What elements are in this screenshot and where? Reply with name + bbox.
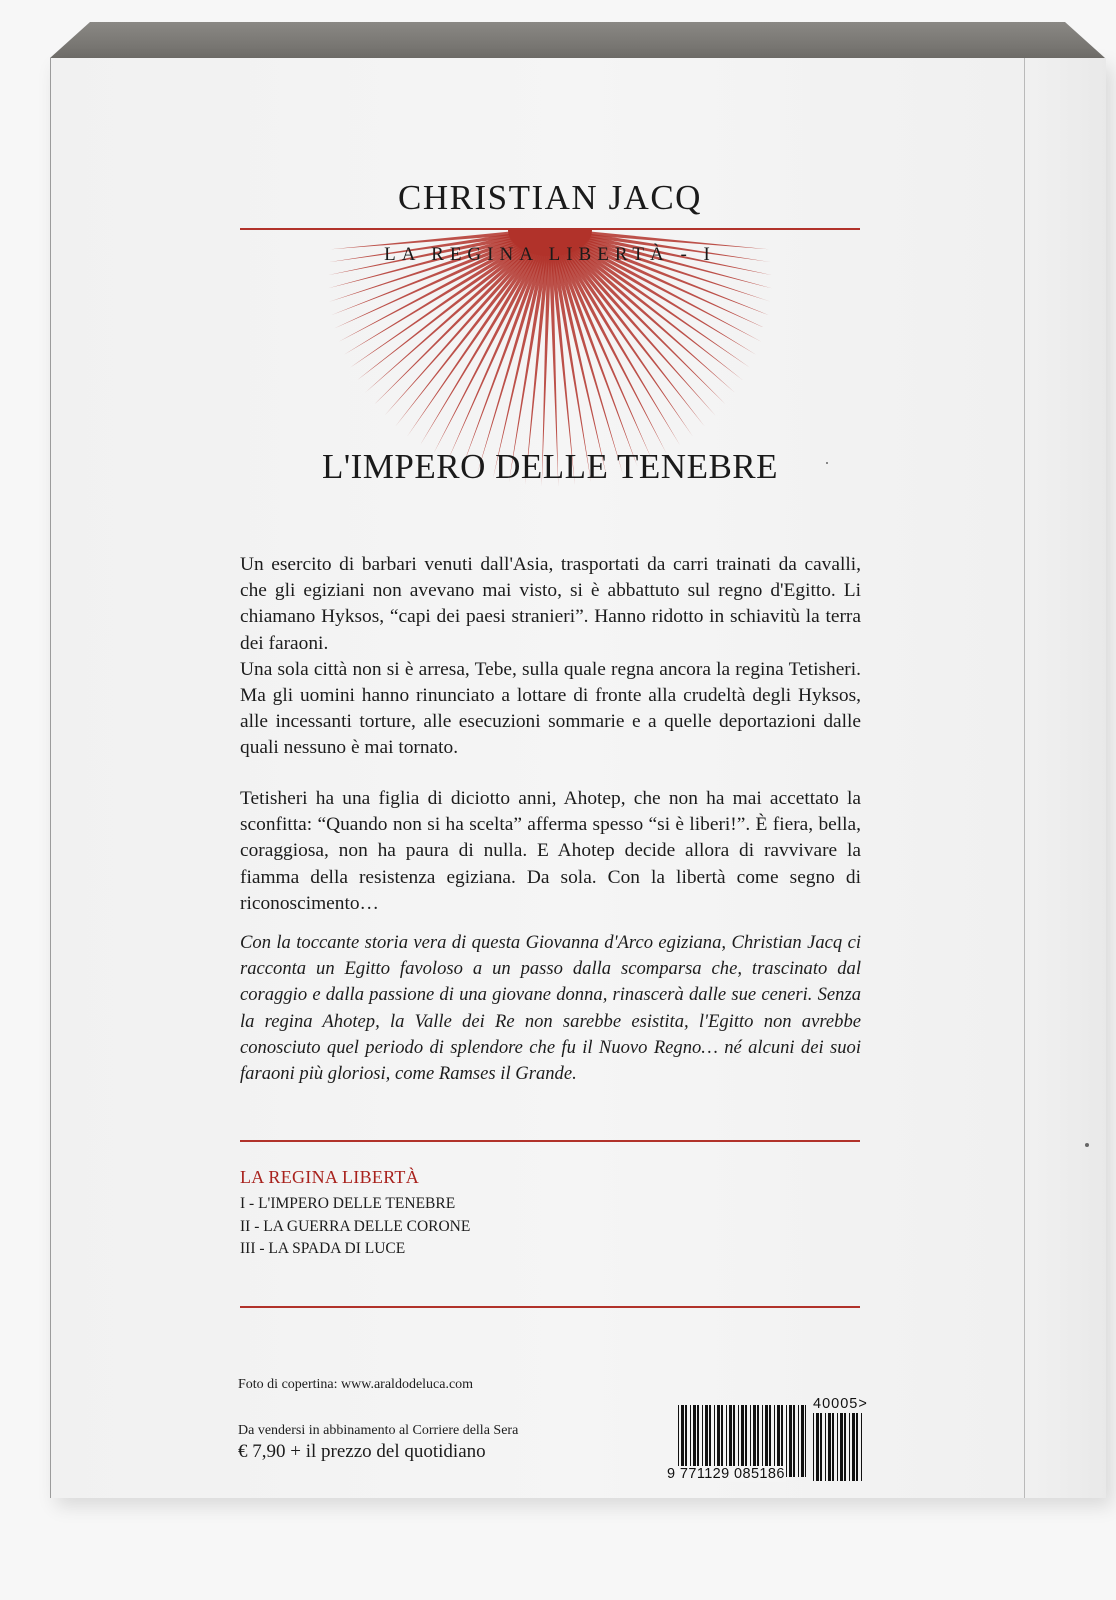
book-top-edge: [50, 22, 1105, 58]
price-label: € 7,90 + il prezzo del quotidiano: [238, 1441, 486, 1462]
italic-paragraph: Con la toccante storia vera di questa Giovanna d'Arco egiziana, Christian Jacq ci racconta un Egitto favoloso a un passo dalla scomparsa che, trascinato dal coraggio e dalla passione di una giovane donna, rinascerà dalle sue ceneri. Senza la regina Ahotep, la Valle dei Re non sarebbe esistita, l'Egitto non avrebbe conosciuto quel periodo di splendore che fu il Nuovo Regno… né alcuni dei suoi faraoni più gloriosi, come Ramses il Grande.: [240, 932, 861, 1085]
addon-barcode-icon: [813, 1413, 863, 1481]
synopsis-paragraph: Tetisheri ha una figlia di diciotto anni, Ahotep, che non ha mai accettato la sconfitta: “Quando non si ha scelta” afferma spesso “si è liberi!”. È fiera, bella, coraggiosa, non ha paura di nulla. E Ahotep decide allora di ravvivare la fiamma della resistenza egiziana. Da sola. Con la libertà come segno di riconoscimento…: [240, 788, 861, 914]
print-speck: [826, 462, 828, 464]
sale-note: Da vendersi in abbinamento al Corriere della Sera: [238, 1423, 519, 1438]
synopsis-paragraph: Una sola città non si è arresa, Tebe, sulla quale regna ancora la regina Tetisheri. Ma gli uomini hanno rinunciato a lottare di fronte alla crudeltà degli Hyksos, alle incessanti torture, alle esecuzioni sommarie e a quelle deportazioni dalle quali nessuno è mai tornato.: [240, 658, 861, 759]
series-subtitle: LA REGINA LIBERTÀ - I: [384, 244, 716, 265]
synopsis-block-2: [240, 786, 861, 917]
series-top-divider: [240, 1140, 860, 1142]
series-volume-item: II - LA GUERRA DELLE CORONE: [240, 1217, 471, 1235]
spine-crease: [1024, 58, 1025, 1498]
series-volume-item: I - L'IMPERO DELLE TENEBRE: [240, 1195, 456, 1212]
series-volume-item: III - LA SPADA DI LUCE: [240, 1240, 406, 1257]
book-title: L'IMPERO DELLE TENEBRE: [321, 447, 779, 486]
photo-credit: Foto di copertina: www.araldodeluca.com: [238, 1377, 474, 1392]
synopsis-block-italic: [240, 930, 861, 1087]
series-title: LA REGINA LIBERTÀ: [240, 1167, 420, 1187]
synopsis-block-1: [240, 552, 861, 762]
series-bottom-divider: [240, 1306, 860, 1308]
addon-code: 40005>: [813, 1396, 868, 1412]
series-volume-list: [240, 1193, 470, 1261]
author-name: CHRISTIAN JACQ: [398, 178, 702, 217]
synopsis-paragraph: Un esercito di barbari venuti dall'Asia, trasportati da carri trainati da cavalli, che gli egiziani non avevano mai visto, si è abbattuto sul regno d'Egitto. Li chiamano Hyksos, “capi dei paesi stranieri”. Hanno ridotto in schiavitù la terra dei faraoni.: [240, 554, 861, 654]
surface-mark: [1085, 1143, 1089, 1147]
barcode-number: 9 771129 085186: [667, 1466, 785, 1482]
